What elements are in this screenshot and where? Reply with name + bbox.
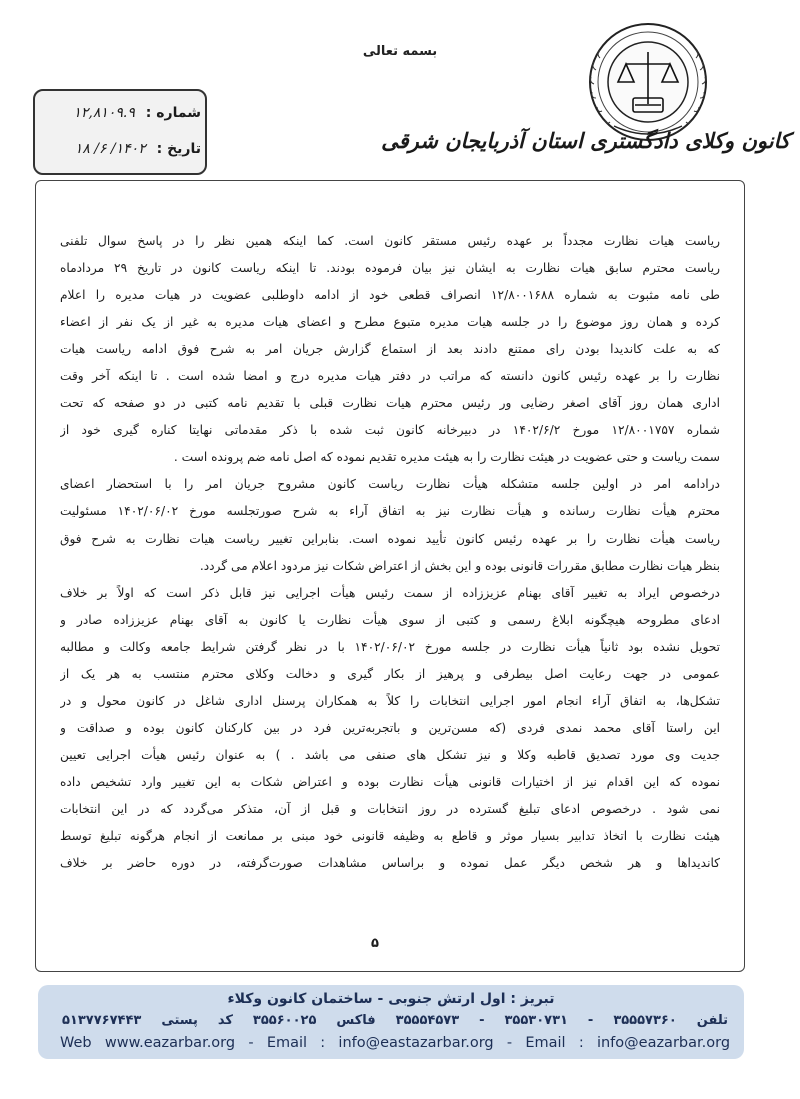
date-value: ۱۴۰۲/ ۶/ ۱۸ <box>74 141 146 157</box>
footer-email: - Email : info@eazarbar.org <box>506 1035 731 1051</box>
bar-association-emblem <box>578 18 758 146</box>
body-line: بنظر هیات نظارت مطابق مقررات قانونی بوده و این بخش از اعتراض شکات نیز مردود اعلام می گردد. <box>199 558 720 573</box>
body-line: طی نامه مثبوت به شماره ۱۲/۸۰۰۱۶۸۸ انصراف قطعی خود از ادامه داوطلبی عضویت در هیات مدیره را اعلام <box>60 288 720 303</box>
body-line: جدیت وی مورد تصدیق قاطبه وکلا و نیز تشکل های صنفی می باشد . ) به عنوان رئیس هیأت اجرایی تعیین <box>60 747 720 762</box>
body-line: که به علت کاندیدا بودن رای ممتنع دادند بعد از استماع گزارش جریان امر به شرح فوق ادامه ریاست هیات <box>60 342 720 357</box>
footer-phone: - ۳۵۵۵۴۵۷۳ <box>395 1013 485 1028</box>
page-number: ۵ <box>371 936 379 951</box>
body-line: ریاست هیأت نظارت را بر عهده رئیس کانون تأیید نموده است. بنابراین تغییر ریاست هیات نظارت به شرح فوق <box>60 531 720 546</box>
body-line: درخصوص ایراد به تغییر آقای بهنام عزیززاده از سمت رئیس هیأت اجرایی نیز قابل ذکر است که اولاً بر خلاف <box>60 585 720 600</box>
letter-number-row <box>45 105 201 121</box>
footer-contact-line <box>60 1035 730 1051</box>
footer-phone: - ۳۵۵۳۰۷۳۱ <box>504 1013 594 1028</box>
body-line: ادعای مطروحه هیچگونه ابلاغ رسمی و کتبی از سوی هیأت نظارت یا کانون به آقای بهنام عزیززاده صادر و <box>60 612 720 627</box>
body-line: نموده که این اقدام نیز از اختیارات قانونی هیأت نظارت بوده و اعتراض شکات به این تغییر وارد تشخیص داده <box>60 774 720 789</box>
body-line: ریاست محترم سابق هیات نظارت به ایشان نیز بیان فرموده بودند. تا اینکه ریاست کانون در تاریخ ۲۹ مردادماه <box>60 261 720 276</box>
body-line: تشکل‌ها، به اتفاق آراء انجام امور اجرایی انتخابات را کلاً به همکاران پرسنل اداری شاغل در کانون محول و در <box>60 693 720 708</box>
body-line: هیئت نظارت با اتخاذ تدابیر بسیار موثر و قاطع به وظیفه قانونی خود مبنی بر ممانعت از انجام هرگونه تبلیغ توسط <box>60 829 720 844</box>
letter-date-row <box>45 141 201 157</box>
footer-postal-code: کد پستی ۵۱۳۷۷۶۷۴۴۳ <box>62 1013 233 1028</box>
number-value: ۱۲,۸۱۰۹.۹ <box>73 105 135 121</box>
body-line: کاندیداها و هر شخص دیگر عمل نموده و براساس مشاهدات صورت‌گرفته، در دوره حاضر بر خلاف <box>60 856 720 871</box>
number-label: شماره : <box>145 105 201 121</box>
body-line: سمت ریاست و حتی عضویت در هیئت نظارت را به هیئت مدیره تقدیم نموده که اصل نامه ضم پرونده است . <box>173 450 720 465</box>
footer-email: - Email : info@eastazarbar.org <box>248 1035 494 1051</box>
body-line: این راستا آقای محمد نمدی فردی (که مسن‌ترین و باتجربه‌ترین فرد در بین کارکنان کانون بوده و صداقت و <box>60 720 720 735</box>
footer-website: Web www.eazarbar.org <box>60 1035 236 1051</box>
organization-name: کانون وکلای دادگستری استان آذربایجان شرقی <box>381 128 790 153</box>
footer-phone: تلفن ۳۵۵۵۷۳۶۰ <box>613 1013 729 1028</box>
body-line: نمی شود . درخصوص ادعای تبلیغ گسترده در روز انتخابات و قبل از آن، متذکر می‌گردد که در این انتخابات <box>60 801 720 816</box>
body-line: عمومی در جهت رعایت اصل بیطرفی و پرهیز از بکار گیری و دخالت وکلای محترم منتسب به هر یک از <box>60 666 720 681</box>
date-label: تاریخ : <box>156 141 201 157</box>
body-line: محترم هیأت نظارت رسانده و هیأت نظارت نیز به اتفاق آراء به شرح صورتجلسه مورخ ۱۴۰۲/۰۶/۰۲ مسئولیت <box>60 504 720 519</box>
reference-box <box>33 89 207 175</box>
body-line: نظارت را بر عهده رئیس کانون دانسته که مراتب در دفتر هیات مدیره درج و امضا شده است . تا اینکه آخر وقت <box>60 369 720 384</box>
body-line: کرده و همان روز موضوع را در جلسه هیات مدیره متبوع مطرح و اعضای هیات مدیره به غیر از یک نفر از اعضاء <box>60 315 720 330</box>
body-line: ریاست هیات نظارت مجدداً بر عهده رئیس مستقر کانون است. کما اینکه همین نظر را در پاسخ سوال تلفنی <box>60 234 720 248</box>
body-line: اداری همان روز آقای اصغر رضایی ور رئیس محترم هیات نظارت قبلی با تقدیم نامه کتبی در دو صفحه که تحت <box>60 396 720 411</box>
footer-address: تبریز : اول ارتش جنوبی - ساختمان کانون وکلاء <box>227 991 555 1007</box>
body-line: تحویل نشده بود ثانیاً هیأت نظارت در جلسه مورخ ۱۴۰۲/۰۶/۰۲ با در نظر گرفتن شرایط جامعه وکالت و مطالبه <box>60 639 720 654</box>
invocation-heading: بسمه تعالی <box>362 44 438 59</box>
footer-phone-numbers <box>62 1013 728 1028</box>
body-line: درادامه امر در اولین جلسه متشکله هیأت نظارت ریاست کانون مشروح جریان امر را با استحضار اعضای <box>60 477 720 492</box>
letterhead-footer <box>38 985 744 1059</box>
body-line: شماره ۱۲/۸۰۰۱۷۵۷ مورخ ۱۴۰۲/۶/۲ در دبیرخانه کانون ثبت شده با ذکر مقدماتی نهایتا کناره گیری خود از <box>60 423 720 438</box>
footer-fax: فاکس ۳۵۵۶۰۰۲۵ <box>252 1013 376 1028</box>
letter-body <box>60 228 720 877</box>
